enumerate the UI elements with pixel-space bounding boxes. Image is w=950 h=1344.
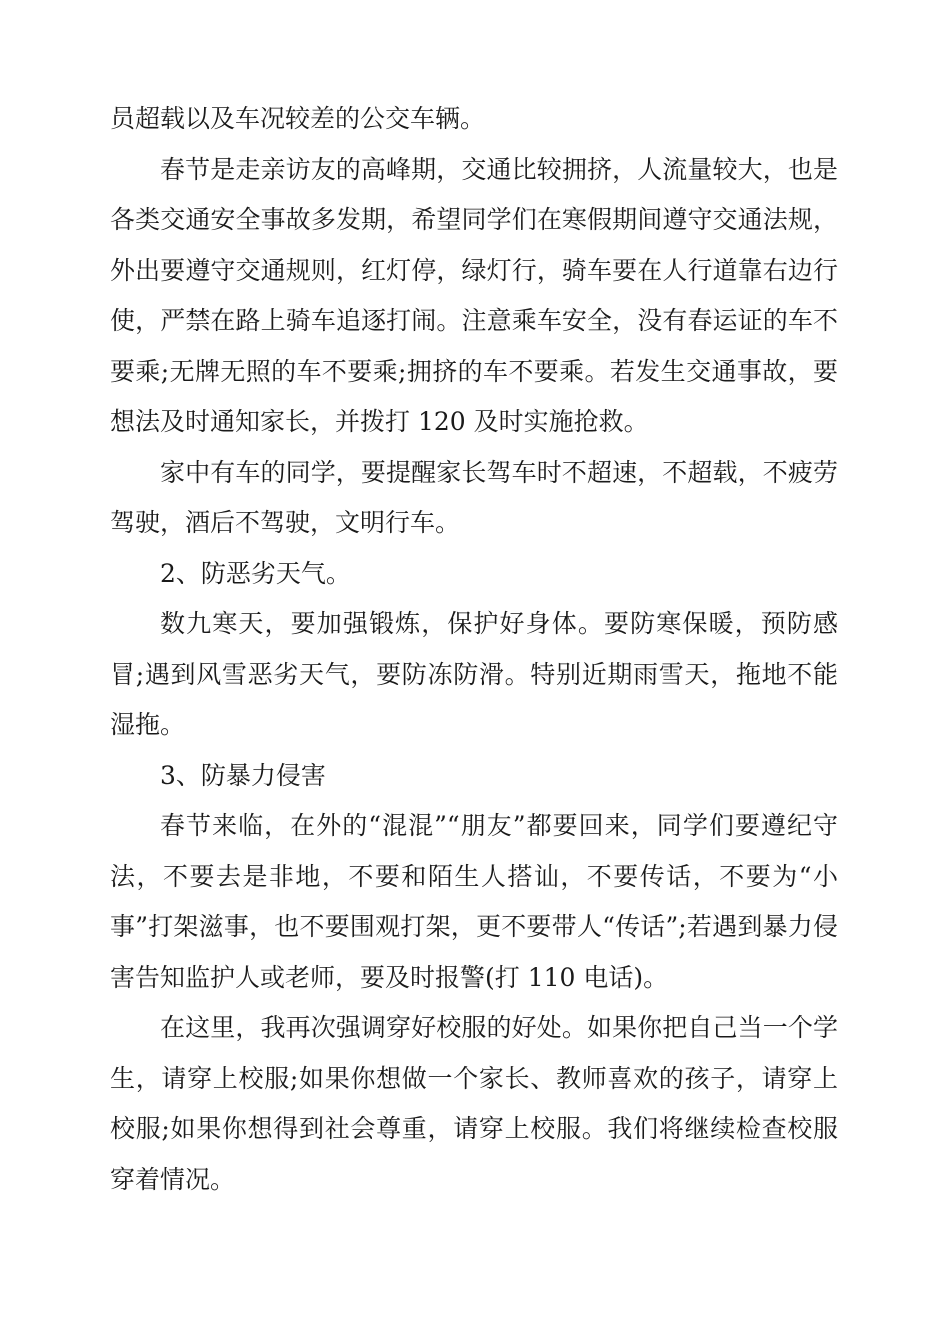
section-heading-weather: 2、防恶劣天气。 — [160, 558, 351, 588]
paragraph-continuation: 员超载以及车况较差的公交车辆。 — [110, 104, 486, 133]
paragraph-weather: 数九寒天，要加强锻炼，保护好身体。要防寒保暖，预防感冒;遇到风雪恶劣天气，要防冻防滑。特别近期雨雪天，拖地不能湿拖。 — [110, 609, 838, 739]
paragraph-traffic-safety: 春节是走亲访友的高峰期，交通比较拥挤，人流量较大，也是各类交通安全事故多发期，希望同学们在寒假期间遵守交通法规，外出要遵守交通规则，红灯停，绿灯行，骑车要在人行道靠右边行使，严禁在路上骑车追逐打闹。注意乘车安全，没有春运证的车不要乘;无牌无照的车不要乘;拥挤的车不要乘。若发生交通事故，要想法及时通知家长，并拨打 120 及时实施抢救。 — [110, 154, 838, 436]
paragraph-violence: 春节来临，在外的“混混”“朋友”都要回来，同学们要遵纪守法，不要去是非地，不要和陌生人搭讪，不要传话，不要为“小事”打架滋事，也不要围观打架，更不要带人“传话”;若遇到暴力侵害告知监护人或老师，要及时报警(打 110 电话)。 — [110, 811, 838, 992]
paragraph-uniform: 在这里，我再次强调穿好校服的好处。如果你把自己当一个学生，请穿上校服;如果你想做一个家长、教师喜欢的孩子，请穿上校服;如果你想得到社会尊重，请穿上校服。我们将继续检查校服穿着情况。 — [110, 1013, 838, 1194]
document-body — [110, 94, 838, 1205]
section-heading-violence: 3、防暴力侵害 — [160, 760, 326, 790]
paragraph-family-driving: 家中有车的同学，要提醒家长驾车时不超速，不超载，不疲劳驾驶，酒后不驾驶，文明行车。 — [110, 457, 838, 537]
